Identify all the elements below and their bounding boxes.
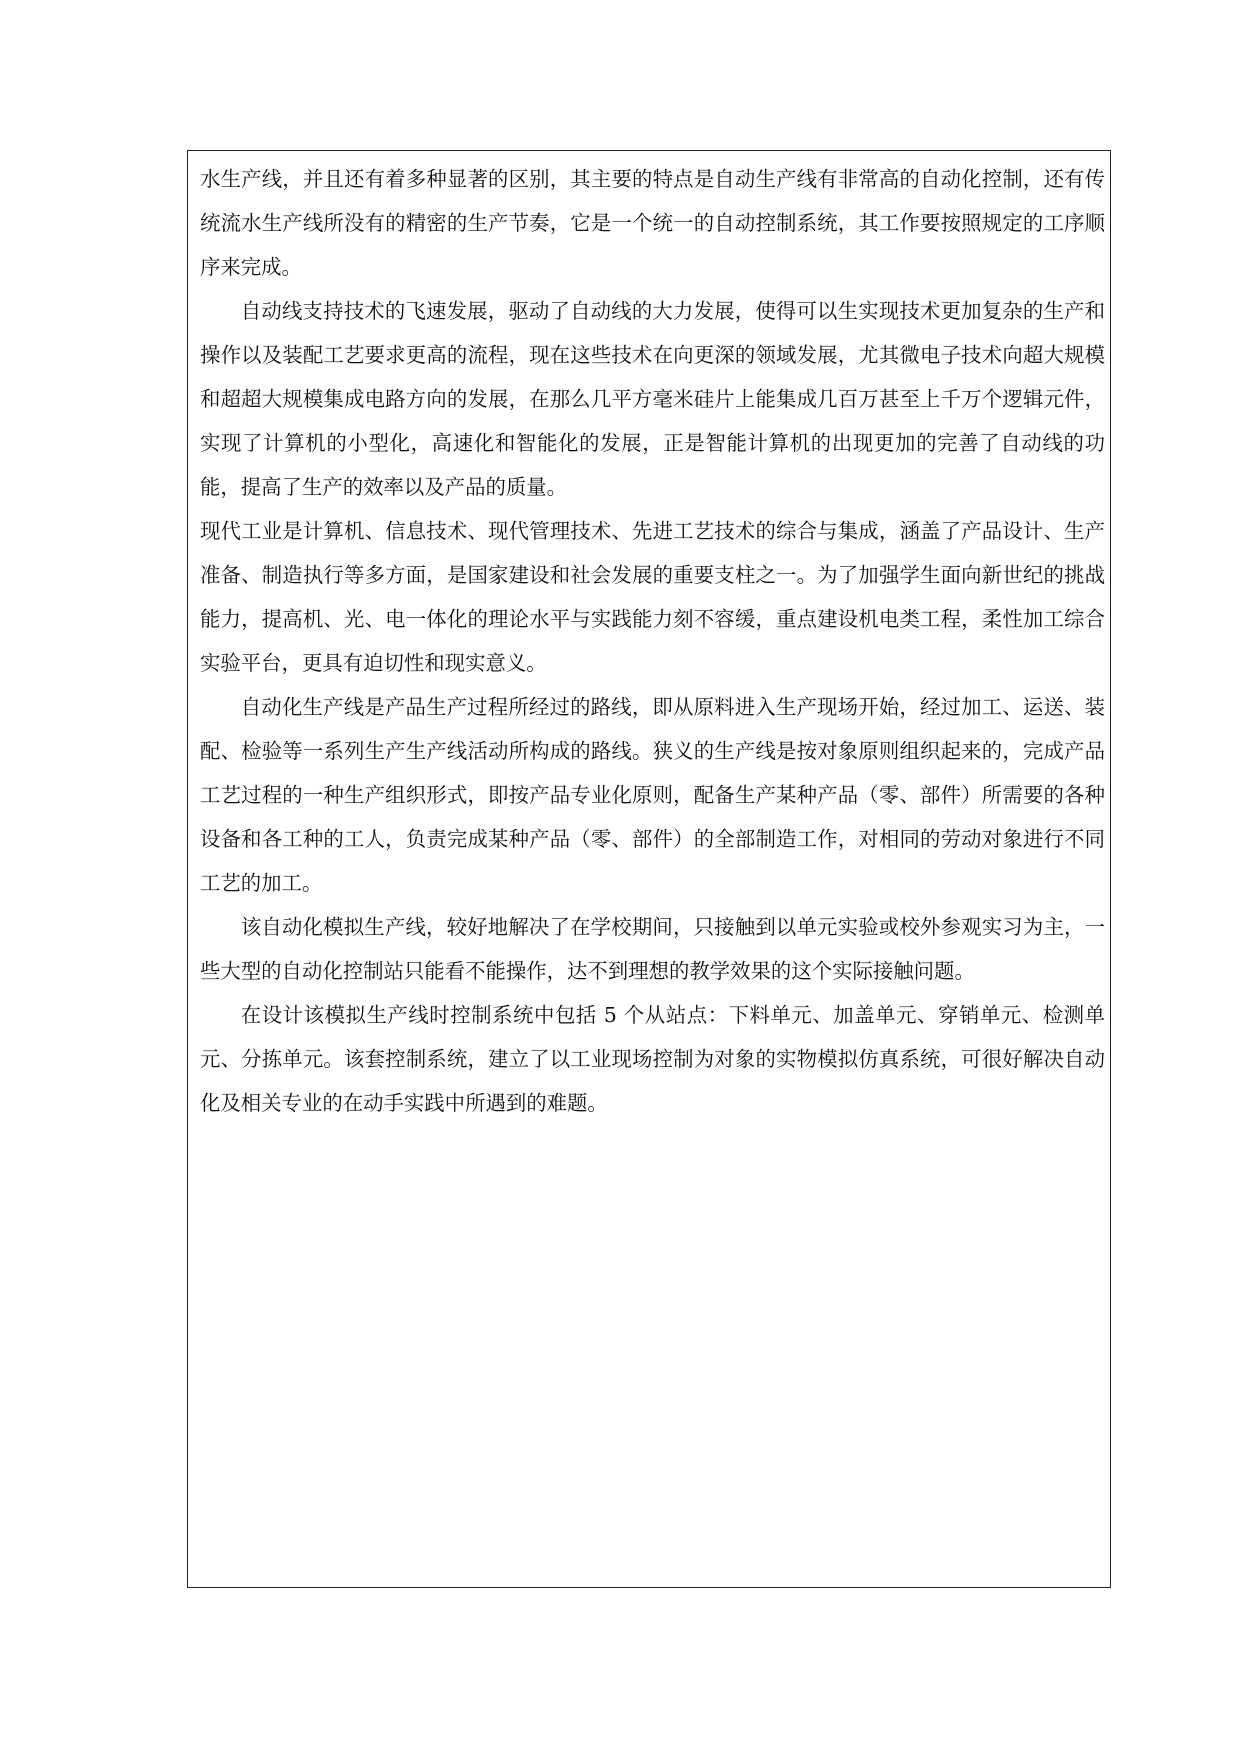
paragraph-3: 现代工业是计算机、信息技术、现代管理技术、先进工艺技术的综合与集成，涵盖了产品设计、生产准备、制造执行等多方面，是国家建设和社会发展的重要支柱之一。为了加强学生面向新世纪的挑战能力，提高机、光、电一体化的理论水平与实践能力刻不容缓，重点建设机电类工程，柔性加工综合实验平台，更具有迫切性和现实意义。 xyxy=(200,519,1105,675)
paragraph-2: 自动线支持技术的飞速发展，驱动了自动线的大力发展，使得可以生实现技术更加复杂的生产和操作以及装配工艺要求更高的流程，现在这些技术在向更深的领域发展，尤其微电子技术向超大规模和超超大规模集成电路方向的发展，在那么几平方毫米硅片上能集成几百万甚至上千万个逻辑元件，实现了计算机的小型化，高速化和智能化的发展，正是智能计算机的出现更加的完善了自动线的功能，提高了生产的效率以及产品的质量。 xyxy=(200,299,1105,499)
paragraph-5: 该自动化模拟生产线，较好地解决了在学校期间，只接触到以单元实验或校外参观实习为主，一些大型的自动化控制站只能看不能操作，达不到理想的教学效果的这个实际接触问题。 xyxy=(200,915,1105,983)
paragraph-1: 水生产线，并且还有着多种显著的区别，其主要的特点是自动生产线有非常高的自动化控制，还有传统流水生产线所没有的精密的生产节奏，它是一个统一的自动控制系统，其工作要按照规定的工序顺序来完成。 xyxy=(200,167,1105,279)
document-body xyxy=(200,157,1105,1125)
paragraph-4: 自动化生产线是产品生产过程所经过的路线，即从原料进入生产现场开始，经过加工、运送、装配、检验等一系列生产生产线活动所构成的路线。狭义的生产线是按对象原则组织起来的，完成产品工艺过程的一种生产组织形式，即按产品专业化原则，配备生产某种产品（零、部件）所需要的各种设备和各工种的工人，负责完成某种产品（零、部件）的全部制造工作，对相同的劳动对象进行不同工艺的加工。 xyxy=(200,695,1105,895)
paragraph-6: 在设计该模拟生产线时控制系统中包括 5 个从站点：下料单元、加盖单元、穿销单元、检测单元、分拣单元。该套控制系统，建立了以工业现场控制为对象的实物模拟仿真系统，可很好解决自动化及相关专业的在动手实践中所遇到的难题。 xyxy=(200,1003,1105,1115)
